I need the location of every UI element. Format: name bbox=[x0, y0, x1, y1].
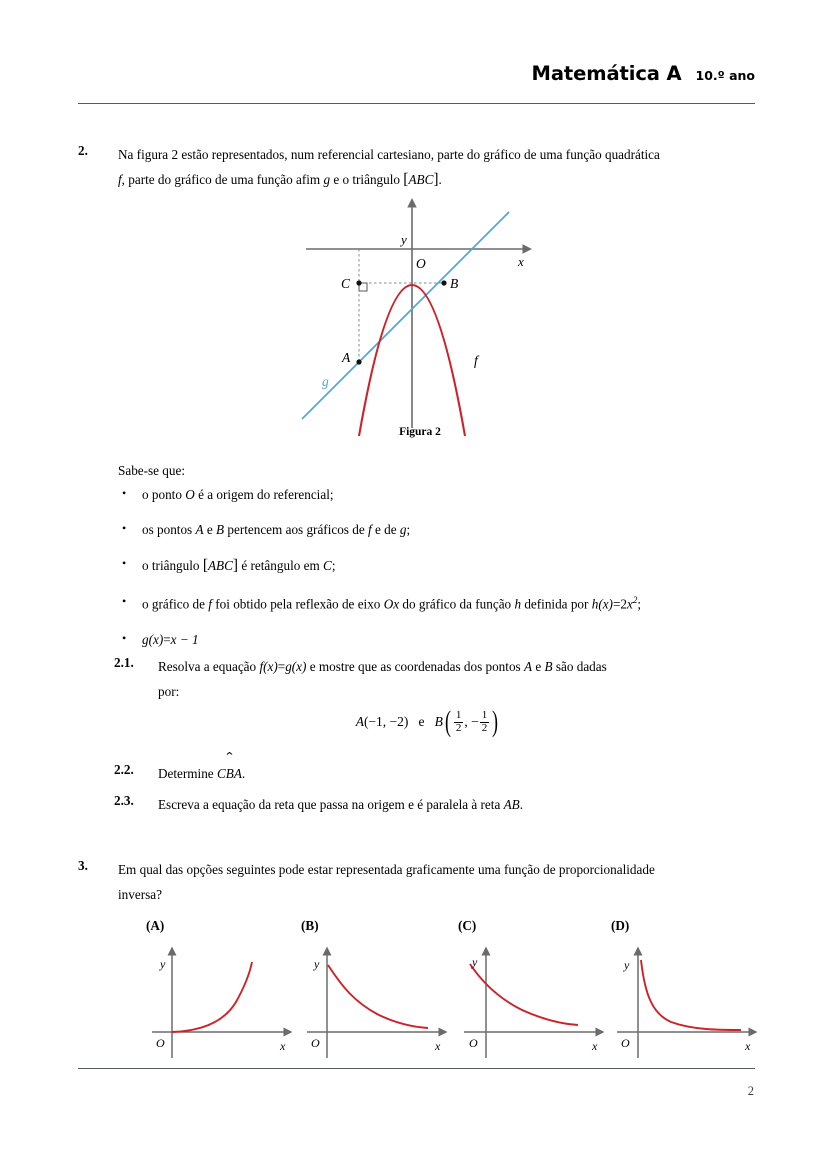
page-number: 2 bbox=[747, 1084, 754, 1098]
option-b-origin-label: O bbox=[311, 1036, 320, 1050]
sq21-text-a: Resolva a equação bbox=[158, 659, 257, 674]
figure-2-label-f: f bbox=[474, 353, 478, 368]
bullet-4-mid: foi obtido pela reflexão de eixo bbox=[215, 596, 381, 612]
option-a-curve bbox=[172, 962, 252, 1032]
subquestion-2-2-text bbox=[158, 761, 778, 786]
option-a[interactable] bbox=[140, 918, 300, 1073]
option-d-x-label: x bbox=[745, 1039, 751, 1053]
option-d-origin-label: O bbox=[621, 1036, 630, 1050]
question-2-line1: Na figura 2 estão representados, num referencial cartesiano, parte do gráfico de uma função quadrática bbox=[118, 147, 660, 162]
list-item bbox=[118, 633, 778, 646]
option-d[interactable] bbox=[605, 918, 765, 1073]
bullet-2-f: f bbox=[367, 522, 372, 538]
figure-2-label-O: O bbox=[416, 256, 426, 271]
question-3-line2: inversa? bbox=[118, 887, 162, 902]
function-f-symbol: f bbox=[118, 172, 122, 187]
sq21-eq-g: g(x) bbox=[285, 659, 307, 674]
bullet-3-pre: o triângulo bbox=[142, 558, 200, 574]
question-2-line2-part-d: e o triângulo bbox=[333, 172, 400, 187]
bullet-5-rhs: x − 1 bbox=[170, 631, 199, 647]
option-a-y-label: y bbox=[160, 957, 166, 971]
bullet-5-g: g bbox=[142, 631, 149, 647]
option-a-origin-label: O bbox=[156, 1036, 165, 1050]
figure-2-graph bbox=[296, 196, 544, 446]
option-c[interactable] bbox=[452, 918, 612, 1073]
coord-B-x-denominator: 2 bbox=[455, 721, 462, 734]
option-a-graph bbox=[140, 940, 300, 1070]
sq22-text-b: . bbox=[241, 766, 246, 781]
bullet-4-pre: o gráfico de bbox=[142, 596, 205, 612]
bullet-4-equals: = bbox=[612, 596, 621, 612]
list-item bbox=[118, 523, 778, 536]
function-g-symbol: g bbox=[323, 172, 331, 187]
bullet-2-g: g bbox=[399, 522, 407, 538]
figure-2-label-B: B bbox=[450, 276, 459, 291]
coordinates-display-equation bbox=[118, 706, 738, 740]
option-c-y-label: y bbox=[472, 955, 478, 969]
option-b-curve bbox=[328, 965, 428, 1028]
question-3-line1: Em qual das opções seguintes pode estar representada graficamente uma função de proporcionalidade bbox=[118, 862, 655, 877]
coord-B-y-denominator: 2 bbox=[481, 721, 488, 734]
bullet-5-equals: = bbox=[163, 631, 171, 647]
bullet-4-h-of-x: h(x) bbox=[591, 596, 613, 612]
option-c-graph bbox=[452, 940, 612, 1070]
option-b[interactable] bbox=[295, 918, 455, 1073]
bullet-2-ede: e de bbox=[374, 522, 397, 538]
coord-B-comma: , bbox=[464, 714, 468, 730]
bullet-1-point-O: O bbox=[185, 487, 195, 502]
bullet-4-h: h bbox=[514, 596, 522, 612]
bullet-2-end: ; bbox=[406, 522, 411, 538]
option-d-label: (D) bbox=[611, 918, 630, 933]
bullet-2-point-A: A bbox=[195, 522, 204, 538]
sq21-text-b: e mostre que as coordenadas dos pontos bbox=[309, 659, 521, 674]
list-item bbox=[118, 596, 778, 611]
header-divider-rule bbox=[78, 103, 755, 104]
sq22-angle-A: A bbox=[233, 766, 242, 781]
bullet-2-pre: os pontos bbox=[142, 522, 193, 538]
sq23-text-b: . bbox=[519, 797, 524, 812]
subquestion-2-2-number: 2.2. bbox=[114, 762, 134, 777]
sq21-text-c: são dadas bbox=[555, 659, 607, 674]
coord-B-y-fraction bbox=[480, 710, 490, 734]
coord-B-y-sign: − bbox=[471, 714, 479, 730]
option-c-x-label: x bbox=[592, 1039, 598, 1053]
question-2-statement: Na figura 2 estão representados, num referencial cartesiano, parte do gráfico de uma função quadrática f, parte do gráfico de uma função afim g e o triângulo [ABC]. bbox=[118, 147, 660, 188]
bullet-1-post: é a origem do referencial; bbox=[198, 487, 334, 502]
figure-2-label-C: C bbox=[341, 276, 351, 291]
question-2-number: 2. bbox=[78, 143, 88, 158]
sq21-point-A: A bbox=[523, 659, 533, 674]
figure-2-label-y: y bbox=[401, 232, 407, 247]
option-b-y-label: y bbox=[314, 957, 320, 971]
sq21-eq-sign: = bbox=[277, 659, 286, 674]
coord-A-values: (−1, −2) bbox=[363, 714, 409, 730]
bullet-4-exponent: 2 bbox=[632, 594, 638, 605]
sq23-segment-AB: AB bbox=[503, 797, 520, 812]
sq21-point-B: B bbox=[544, 659, 553, 674]
bullet-4-coef: 2 bbox=[620, 596, 627, 612]
bullet-2-point-B: B bbox=[216, 522, 225, 538]
list-item bbox=[118, 488, 778, 501]
bullet-4-var: x bbox=[626, 596, 633, 612]
figure-2-point-B-dot bbox=[441, 280, 446, 285]
coord-B-x-fraction bbox=[454, 710, 464, 734]
coord-B-x-numerator: 1 bbox=[455, 708, 462, 721]
figure-2-label-g: g bbox=[322, 374, 329, 389]
coord-B-label: B bbox=[434, 714, 443, 730]
sq22-text-a: Determine bbox=[158, 766, 214, 781]
bullet-3-vertex-C: C bbox=[323, 558, 332, 574]
option-a-label: (A) bbox=[146, 918, 165, 933]
coord-B-y-numerator: 1 bbox=[481, 708, 488, 721]
coord-B-parenthesis-group: ( $\frac{1}{2}$ , − $\frac{1}{2}$ ) bbox=[444, 705, 499, 738]
bullet-4-axis-Ox: Ox bbox=[383, 596, 400, 612]
subquestion-2-1-text bbox=[158, 654, 778, 704]
sq21-text-e: e bbox=[535, 659, 542, 674]
page-header bbox=[78, 62, 755, 85]
bullet-5-of-x: (x) bbox=[148, 631, 164, 647]
sq21-eq-f: f(x) bbox=[259, 659, 278, 674]
list-item: • o triângulo [ABC] é retângulo em C; bbox=[118, 558, 778, 574]
header-year-level: 10.º ano bbox=[695, 68, 755, 83]
question-2-line2-period: . bbox=[438, 172, 442, 187]
bullet-4-f: f bbox=[208, 596, 212, 612]
bullet-4-mid2: do gráfico da função bbox=[402, 596, 512, 612]
known-facts-intro: Sabe-se que: bbox=[118, 463, 186, 478]
bullet-2-mid: pertencem aos gráficos de bbox=[227, 522, 365, 538]
option-b-graph bbox=[295, 940, 455, 1070]
option-b-x-label: x bbox=[435, 1039, 441, 1053]
figure-2-label-A: A bbox=[342, 350, 351, 365]
question-3-number: 3. bbox=[78, 858, 88, 873]
footer-divider-rule bbox=[78, 1068, 755, 1069]
figure-2-label-x: x bbox=[518, 254, 524, 269]
option-d-curve bbox=[641, 960, 741, 1030]
subquestion-2-3-text bbox=[158, 792, 778, 817]
bullet-4-mid3: definida por bbox=[524, 596, 589, 612]
coord-conjunction: e bbox=[418, 714, 425, 730]
sq23-text-a: Escreva a equação da reta que passa na origem e é paralela à reta bbox=[158, 797, 501, 812]
sq22-angle-C: C bbox=[216, 766, 226, 781]
figure-2-point-A-dot bbox=[356, 359, 361, 364]
sq22-angle-vertex-B: B ⌃ bbox=[226, 761, 234, 786]
bullet-1-pre: o ponto bbox=[142, 487, 182, 502]
subquestion-2-1-number: 2.1. bbox=[114, 655, 134, 670]
subquestion-2-3-number: 2.3. bbox=[114, 793, 134, 808]
option-d-graph bbox=[605, 940, 765, 1070]
header-title: Matemática A bbox=[531, 62, 682, 85]
sq21-text-d: por: bbox=[158, 684, 180, 699]
figure-2-point-C-dot bbox=[356, 280, 361, 285]
option-c-label: (C) bbox=[458, 918, 477, 933]
question-3-statement bbox=[118, 857, 778, 907]
known-facts-list bbox=[118, 488, 778, 668]
option-c-origin-label: O bbox=[469, 1036, 478, 1050]
figure-2-svg bbox=[296, 196, 544, 446]
bullet-3-end: ; bbox=[331, 558, 336, 574]
bullet-2-e: e bbox=[206, 522, 213, 538]
coord-A-label: A bbox=[355, 714, 364, 730]
triangle-abc-symbol: ABC bbox=[408, 172, 434, 187]
question-2-line2-part-b: , parte do gráfico de uma função afim bbox=[121, 172, 321, 187]
option-a-x-label: x bbox=[280, 1039, 286, 1053]
bullet-4-end: ; bbox=[637, 596, 642, 612]
figure-2-caption: Figura 2 bbox=[399, 426, 441, 438]
bullet-3-mid: é retângulo em bbox=[241, 558, 320, 574]
option-b-label: (B) bbox=[301, 918, 319, 933]
bullet-3-triangle: ABC bbox=[207, 558, 233, 574]
option-d-y-label: y bbox=[624, 958, 630, 972]
